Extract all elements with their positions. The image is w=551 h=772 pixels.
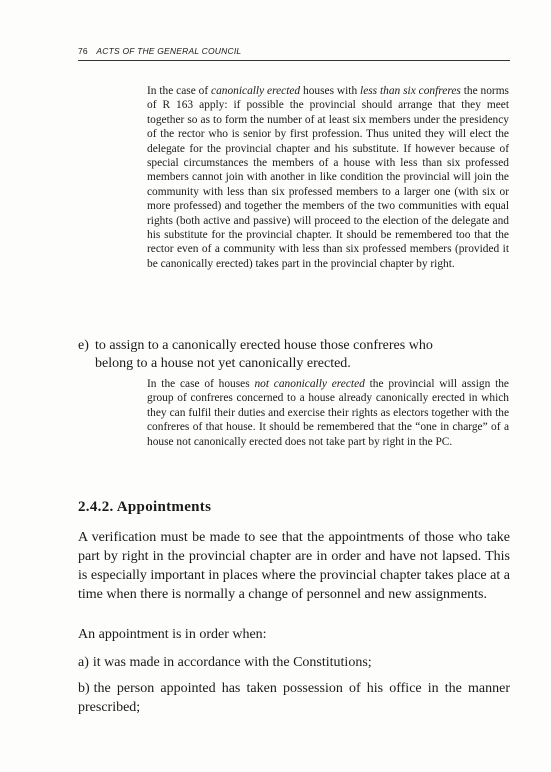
item-a-label: a) [78,655,89,670]
note2-rest: the provincial will assign the group of confreres concerned to a house already canonically erected in which they can fulfil their duties and exercise their rights as electors together with the confreres of that house. It should be remembered that the “one in charge” of a house not canonically erected does not take part by right in the PC. [147,378,509,448]
list-item-a [78,653,510,672]
page-number: 76 [78,46,88,56]
item-e-text-line2: belong to a house not yet canonically erected. [95,356,351,371]
running-header [78,46,508,56]
item-a-text: it was made in accordance with the Constitutions; [92,655,372,670]
note-canonically-erected [147,84,509,271]
note1-mid: houses with [300,85,361,97]
note1-emphasis-2: less than six confreres [360,85,461,97]
header-rule [78,60,510,61]
item-b-label: b) [78,681,90,696]
list-item-e [78,337,510,373]
item-e-label: e) [78,338,89,353]
note2-intro: In the case of houses [147,378,255,390]
list-item-b [78,679,510,717]
item-e-text-line1: to assign to a canonically erected house those confreres who [95,338,433,353]
note-not-canonically-erected [147,377,509,449]
running-title: ACTS OF THE GENERAL COUNCIL [96,46,242,56]
note1-intro: In the case of [147,85,212,97]
section-heading: 2.4.2. Appointments [78,499,212,515]
note2-emphasis: not canonically erected [254,378,365,390]
note1-rest: the norms of R 163 apply: if possible the provincial should arrange that they meet together so as to form the number of at least six members under the presidency of the rector who is senior by first profession. Thus united they will elect the delegate for the provincial chapter and his substitute. If however because of special circumstances the members of a house with less than six professed members cannot join with another in like condition the provincial will join the community with less than six professed members to a larger one (with six or more professed) and together the members of the two communities with equal rights (both active and passive) will proceed to the election of the delegate and his substitute for the provincial chapter. It should be remembered too that the rector even of a community with less than six professed members (provided it be canonically erected) takes part in the provincial chapter by right. [147,85,509,270]
paragraph-appointment-in-order: An appointment is in order when: [78,627,267,642]
paragraph-verification: A verification must be made to see that the appointments of those who take part by right in the provincial chapter are in order and have not lapsed. This is especially important in places where the provincial chapter takes place at a time when there is normally a change of personnel and new assignments. [78,530,510,602]
item-b-text: the person appointed has taken possession of his office in the manner prescribed; [78,681,510,715]
note1-emphasis-1: canonically erected [211,85,301,97]
